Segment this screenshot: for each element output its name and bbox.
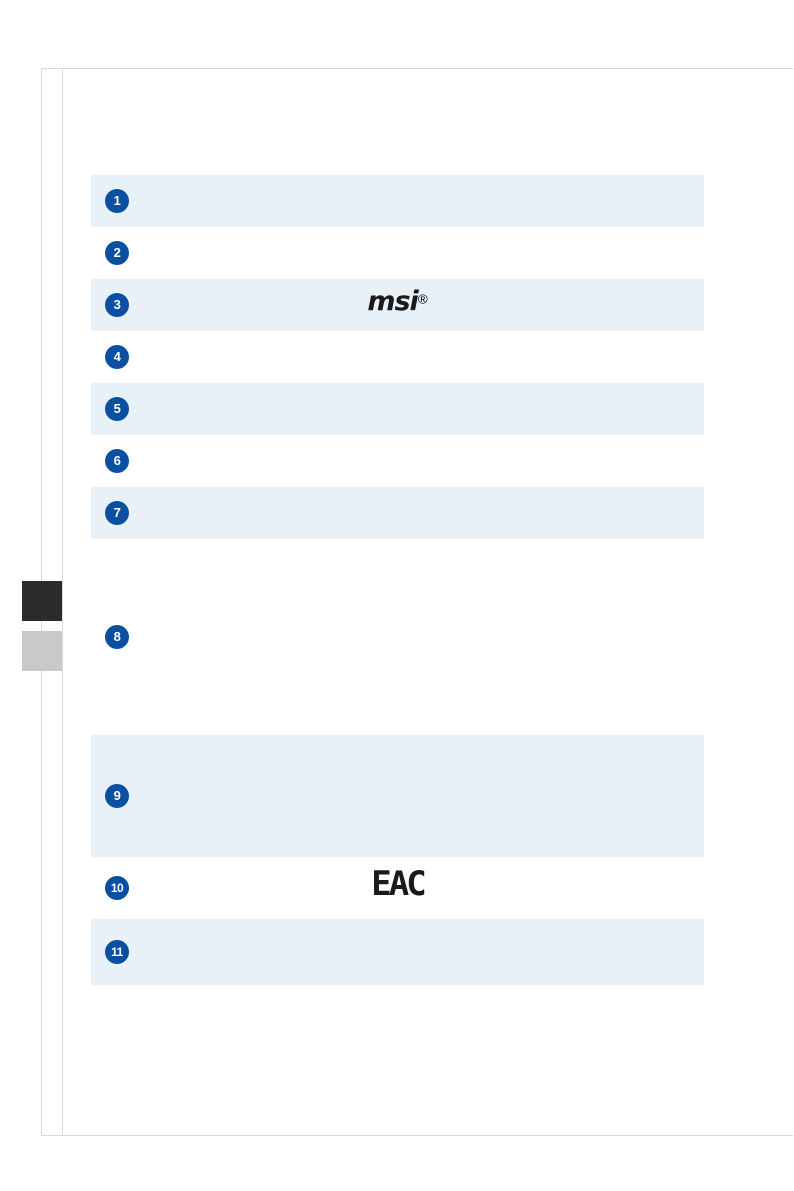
- list-item: [91, 227, 704, 279]
- list-item: [91, 331, 704, 383]
- eac-mark-text: EAC: [371, 864, 424, 904]
- numbered-item-list: [91, 175, 704, 985]
- list-item: [91, 539, 704, 735]
- item-text: [143, 857, 704, 879]
- list-item: [91, 735, 704, 857]
- item-number-badge: 11: [105, 940, 129, 964]
- list-item: [91, 857, 704, 919]
- item-number-badge: 10: [105, 876, 129, 900]
- msi-logo-registered-mark: ®: [417, 291, 428, 307]
- list-item: [91, 175, 704, 227]
- item-text: [143, 227, 704, 244]
- item-number-badge: 3: [105, 293, 129, 317]
- item-number-badge: 7: [105, 501, 129, 525]
- msi-logo-text: msi: [367, 286, 418, 317]
- list-item: [91, 919, 704, 985]
- list-item: [91, 487, 704, 539]
- page-spine-rule: [62, 68, 63, 1136]
- item-text: [143, 735, 704, 787]
- item-text: [143, 175, 704, 192]
- item-text: [143, 383, 704, 400]
- item-text: [143, 539, 704, 628]
- item-text: [143, 919, 704, 943]
- item-number-badge: 6: [105, 449, 129, 473]
- item-text: [143, 279, 704, 296]
- item-text: [143, 331, 704, 348]
- item-number-badge: 9: [105, 784, 129, 808]
- side-tab-dark: [22, 581, 62, 621]
- item-number-badge: 5: [105, 397, 129, 421]
- item-number-badge: 1: [105, 189, 129, 213]
- list-item: [91, 435, 704, 487]
- item-text: [143, 487, 704, 504]
- item-text: [143, 435, 704, 452]
- item-number-badge: 2: [105, 241, 129, 265]
- item-number-badge: 8: [105, 625, 129, 649]
- side-tab-light: [22, 631, 62, 671]
- list-item: [91, 279, 704, 331]
- item-number-badge: 4: [105, 345, 129, 369]
- list-item: [91, 383, 704, 435]
